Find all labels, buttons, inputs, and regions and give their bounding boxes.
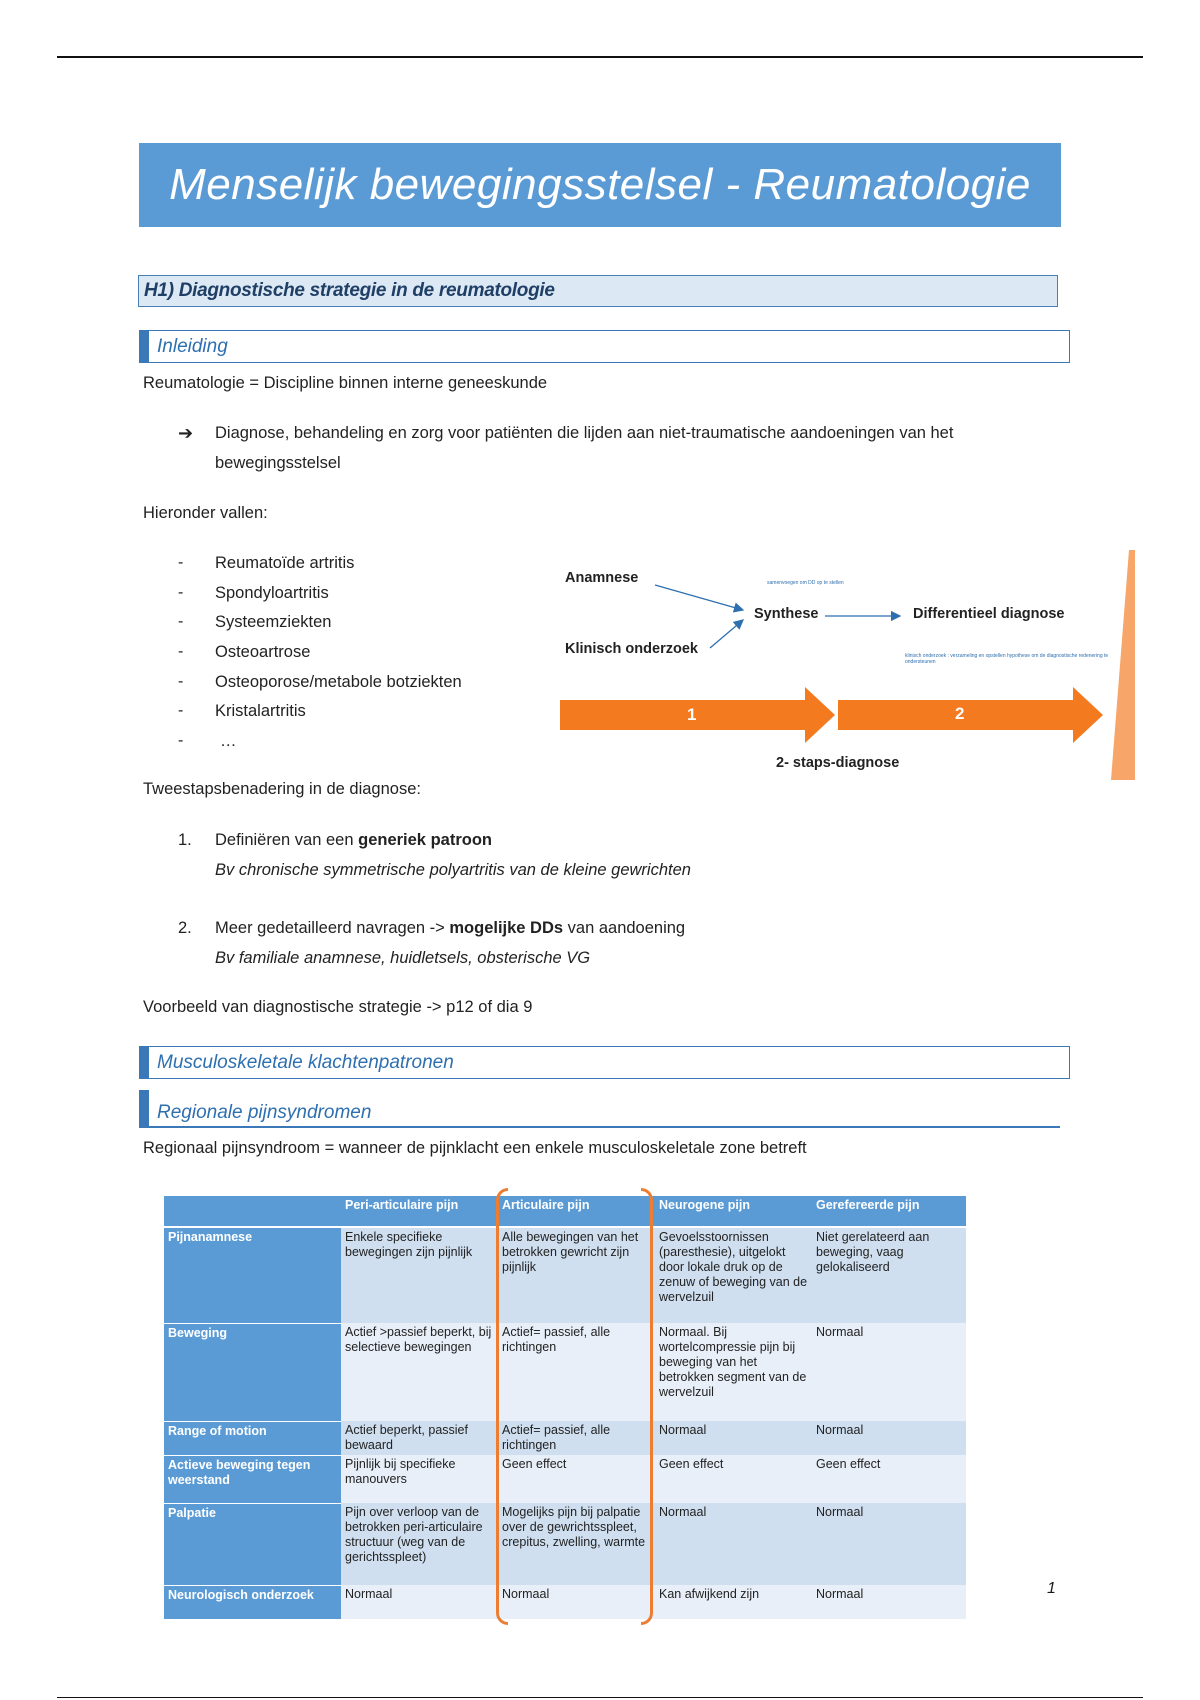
table-cell: Mogelijks pijn bij palpatie over de gewrichtsspleet, crepitus, zwelling, warmte: [498, 1503, 655, 1585]
definition-line: Reumatologie = Discipline binnen interne geneeskunde: [143, 374, 548, 392]
heading-regionale-text: Regionale pijnsyndromen: [157, 1102, 372, 1123]
table-cell: Actief= passief, alle richtingen: [498, 1421, 655, 1455]
list-item: Kristalartritis: [215, 702, 306, 720]
table-cell: Normaal: [812, 1585, 966, 1619]
table-cell: Pijn over verloop van de betrokken peri-articulaire structuur (weg van de gerichtsspleet): [341, 1503, 498, 1585]
step2-text-pre: Meer gedetailleerd navragen ->: [215, 919, 450, 937]
table-row: [164, 1503, 966, 1585]
step2-text-post: van aandoening: [563, 919, 686, 937]
right-bracket-highlight: [641, 1188, 653, 1625]
list-item: Spondyloartritis: [215, 584, 329, 602]
diagram-caption: 2- staps-diagnose: [776, 755, 900, 771]
table-cell: Gevoelsstoornissen (paresthesie), uitgelokt door lokale druk op de zenuw of beweging van de wervelzuil: [655, 1227, 812, 1323]
table-row: [164, 1227, 966, 1323]
page-number: 1: [1047, 1580, 1056, 1597]
top-rule: [57, 56, 1143, 58]
dash-icon: -: [178, 732, 184, 749]
step1-text-pre: Definiëren van een: [215, 831, 359, 849]
table-header: Gerefereerde pijn: [812, 1196, 966, 1227]
connector-klinisch: [710, 620, 743, 648]
table-cell: Normaal. Bij wortelcompressie pijn bij beweging van het betrokken segment van de wervelzuil: [655, 1323, 812, 1421]
list-item: Osteoporose/metabole botziekten: [215, 673, 462, 691]
label-differentieel: Differentieel diagnose: [913, 606, 1065, 622]
orange-edge-shape: [1111, 550, 1135, 780]
heading-inleiding-text: Inleiding: [157, 335, 228, 357]
table-cell: Normaal: [498, 1585, 655, 1619]
table-row-header: Beweging: [164, 1323, 341, 1421]
table-row-header: Palpatie: [164, 1503, 341, 1585]
dash-icon: -: [178, 702, 184, 719]
table-cell: Normaal: [812, 1421, 966, 1455]
step2-label: 2: [955, 704, 965, 723]
table-cell: Actief >passief beperkt, bij selectieve bewegingen: [341, 1323, 498, 1421]
label-klinisch-onderzoek: Klinisch onderzoek: [565, 641, 698, 657]
list-item: Osteoartrose: [215, 643, 311, 661]
table-row: [164, 1585, 966, 1619]
table-cell: Alle bewegingen van het betrokken gewricht zijn pijnlijk: [498, 1227, 655, 1323]
table-cell: Niet gerelateerd aan beweging, vaag gelokaliseerd: [812, 1227, 966, 1323]
heading-musculoskeletale: [139, 1046, 1070, 1079]
list-item: …: [220, 732, 237, 750]
dash-icon: -: [178, 554, 184, 571]
table-cell: Kan afwijkend zijn: [655, 1585, 812, 1619]
connector-anamnese: [655, 585, 743, 610]
tweestaps-label: Tweestapsbenadering in de diagnose:: [143, 780, 421, 798]
bottom-rule: [57, 1697, 1143, 1698]
table-cell: Geen effect: [498, 1455, 655, 1503]
table-cell: Actief beperkt, passief bewaard: [341, 1421, 498, 1455]
title-banner: [139, 143, 1061, 227]
tiny-note-top: samenvoegen om DD op te stellen: [767, 580, 844, 586]
arrow-bullet-icon: ➔: [178, 423, 194, 443]
heading-h1-text: H1) Diagnostische strategie in de reumatologie: [144, 280, 555, 301]
document-title: Menselijk bewegingsstelsel - Reumatologie: [169, 160, 1031, 209]
tiny-note-bottom: klinisch onderzoek : verzameling en opstellen hypothese om de diagnostische redenering te ondersteunen: [905, 653, 1109, 665]
voorbeeld-line: Voorbeeld van diagnostische strategie -> p12 of dia 9: [143, 998, 533, 1016]
arrow-point-line2: bewegingsstelsel: [215, 454, 341, 472]
step2-text: [215, 913, 685, 943]
table-header: Peri-articulaire pijn: [341, 1196, 498, 1227]
table-row: [164, 1455, 966, 1503]
dash-icon: -: [178, 584, 184, 601]
arrow-point-line1: Diagnose, behandeling en zorg voor patiënten die lijden aan niet-traumatische aandoeningen van het: [215, 424, 954, 442]
regionaal-definition: Regionaal pijnsyndroom = wanneer de pijnklacht een enkele musculoskeletale zone betreft: [143, 1139, 807, 1157]
step1-text-bold: generiek patroon: [358, 831, 492, 849]
hieronder-label: Hieronder vallen:: [143, 504, 268, 522]
step1-text: [215, 825, 492, 855]
two-step-diagram: [555, 550, 1135, 780]
table-row-header: Neurologisch onderzoek: [164, 1585, 341, 1619]
heading-regionale: [139, 1090, 1060, 1128]
table-row: [164, 1421, 966, 1455]
list-item: Reumatoïde artritis: [215, 554, 355, 572]
heading-h1: [138, 275, 1058, 307]
step2-text-bold: mogelijke DDs: [449, 919, 564, 937]
label-synthese: Synthese: [754, 606, 819, 622]
table-cell: Geen effect: [812, 1455, 966, 1503]
left-bracket-highlight: [496, 1188, 508, 1625]
table-header: Neurogene pijn: [655, 1196, 812, 1227]
heading-inleiding: [139, 330, 1070, 363]
table-cell: Normaal: [655, 1503, 812, 1585]
step2-number: 2.: [178, 919, 192, 937]
table-row: [164, 1323, 966, 1421]
table-row-header: Actieve beweging tegen weerstand: [164, 1455, 341, 1503]
dash-icon: -: [178, 673, 184, 690]
table-header: [164, 1196, 341, 1227]
table-header-row: [164, 1196, 966, 1227]
list-item: Systeemziekten: [215, 613, 332, 631]
step2-example: Bv familiale anamnese, huidletsels, obsterische VG: [215, 949, 591, 967]
pain-patterns-table: [164, 1196, 966, 1620]
table-cell: Geen effect: [655, 1455, 812, 1503]
table-cell: Normaal: [812, 1323, 966, 1421]
step1-arrow: [560, 687, 835, 743]
dash-icon: -: [178, 643, 184, 660]
step2-arrow: [838, 687, 1103, 743]
dash-icon: -: [178, 613, 184, 630]
label-anamnese: Anamnese: [565, 570, 639, 586]
heading-musculoskeletale-text: Musculoskeletale klachtenpatronen: [157, 1051, 454, 1073]
table-cell: Enkele specifieke bewegingen zijn pijnlijk: [341, 1227, 498, 1323]
step1-label: 1: [687, 705, 697, 724]
table-cell: Actief= passief, alle richtingen: [498, 1323, 655, 1421]
step1-example: Bv chronische symmetrische polyartritis van de kleine gewrichten: [215, 861, 691, 879]
table-row-header: Pijnanamnese: [164, 1227, 341, 1323]
table-cell: Pijnlijk bij specifieke manouvers: [341, 1455, 498, 1503]
diagram-graphics: [555, 550, 1135, 780]
table-header: Articulaire pijn: [498, 1196, 655, 1227]
step1-number: 1.: [178, 831, 192, 849]
table-cell: Normaal: [341, 1585, 498, 1619]
table-cell: Normaal: [655, 1421, 812, 1455]
table-row-header: Range of motion: [164, 1421, 341, 1455]
table-cell: Normaal: [812, 1503, 966, 1585]
